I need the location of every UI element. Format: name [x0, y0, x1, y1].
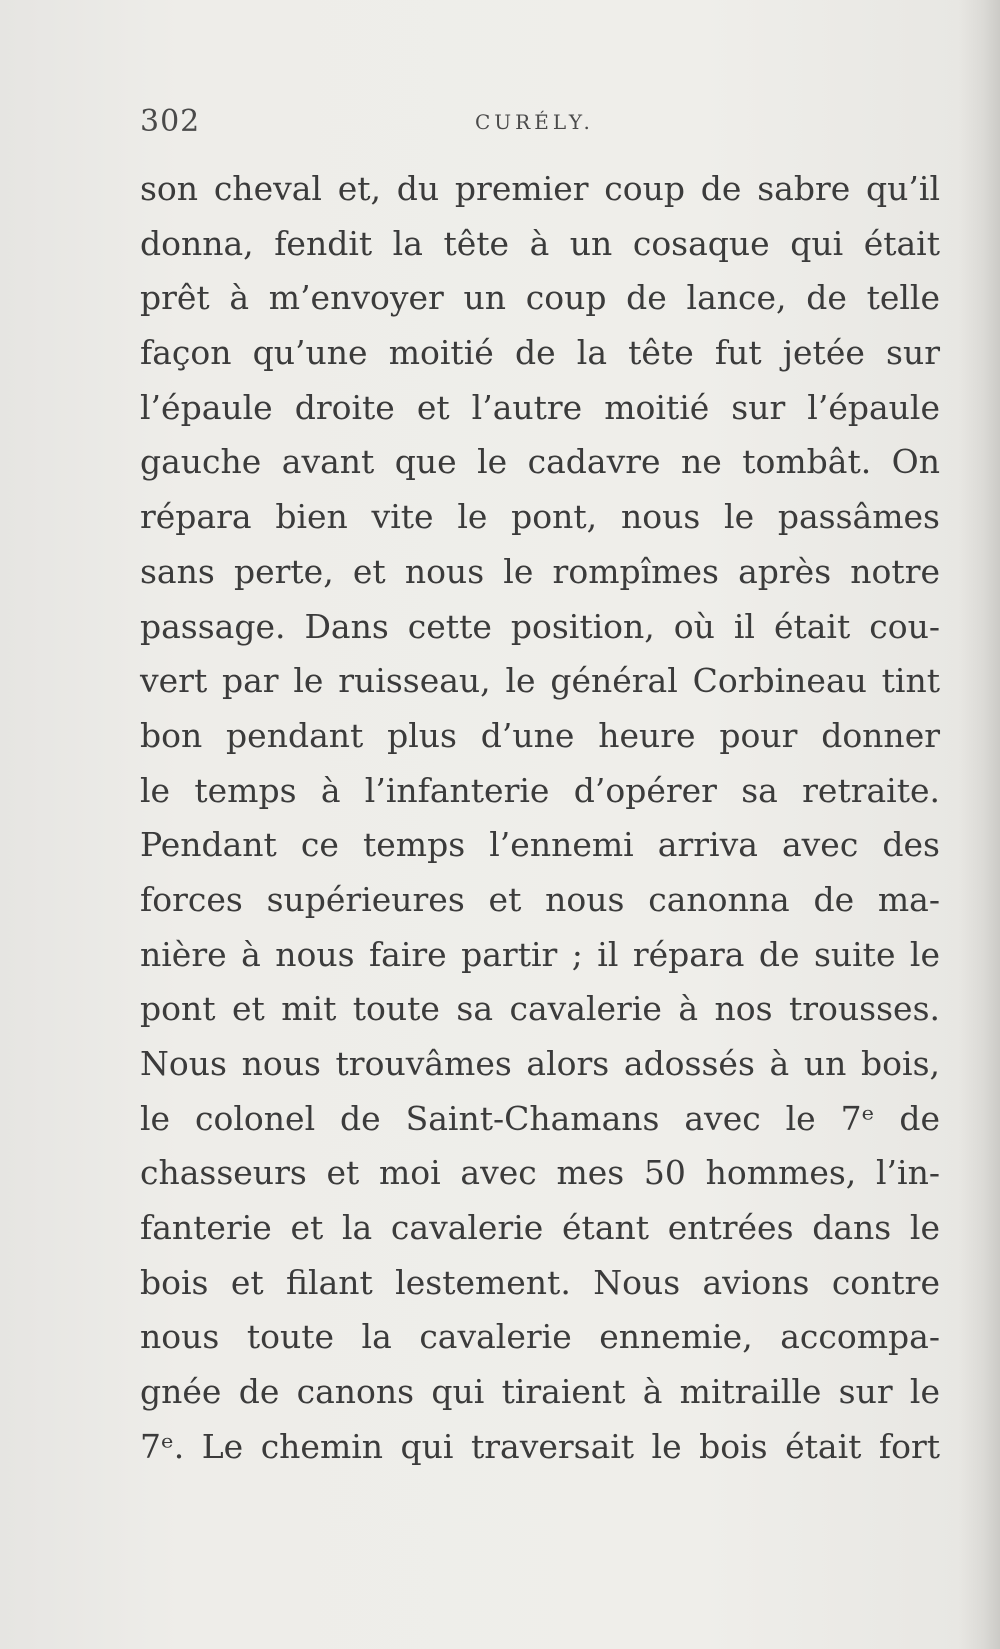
text-line: bois et filant lestement. Nous avions contre [140, 1262, 940, 1302]
page-number: 302 [140, 104, 201, 139]
text-line: gauche avant que le cadavre ne tombât. On [140, 442, 940, 482]
text-line: pont et mit toute sa cavalerie à nos trousses. [140, 989, 940, 1029]
text-line: le temps à l’infanterie d’opérer sa retraite. [140, 770, 940, 810]
page-gutter-shadow [958, 0, 1000, 1649]
text-line: prêt à m’envoyer un coup de lance, de telle [140, 278, 940, 318]
text-line: vert par le ruisseau, le général Corbineau tint [140, 661, 940, 701]
text-line: bon pendant plus d’une heure pour donner [140, 715, 940, 755]
text-line: nière à nous faire partir ; il répara de suite le [140, 934, 940, 974]
text-line: répara bien vite le pont, nous le passâmes [140, 497, 940, 537]
text-line: chasseurs et moi avec mes 50 hommes, l’in- [140, 1153, 940, 1193]
text-line: son cheval et, du premier coup de sabre qu’il [140, 169, 940, 208]
text-line: forces supérieures et nous canonna de ma- [140, 879, 940, 919]
text-line: le colonel de Saint-Chamans avec le 7ᵉ de [140, 1098, 940, 1138]
text-line: nous toute la cavalerie ennemie, accompa- [140, 1317, 940, 1357]
running-head [140, 104, 940, 144]
text-line: façon qu’une moitié de la tête fut jetée sur [140, 333, 940, 373]
text-line: sans perte, et nous le rompîmes après notre [140, 551, 940, 591]
text-line: donna, fendit la tête à un cosaque qui était [140, 223, 940, 263]
text-line: passage. Dans cette position, où il était cou- [140, 606, 940, 646]
body-text [140, 162, 940, 1475]
text-line: Pendant ce temps l’ennemi arriva avec des [140, 825, 940, 865]
text-line: gnée de canons qui tiraient à mitraille sur le [140, 1372, 940, 1412]
text-line: fanterie et la cavalerie étant entrées dans le [140, 1208, 940, 1248]
running-title: CURÉLY. [475, 110, 594, 134]
text-line: Nous nous trouvâmes alors adossés à un bois, [140, 1044, 940, 1083]
text-line: l’épaule droite et l’autre moitié sur l’épaule [140, 387, 940, 427]
text-line: 7ᵉ. Le chemin qui traversait le bois était fort [140, 1426, 940, 1466]
